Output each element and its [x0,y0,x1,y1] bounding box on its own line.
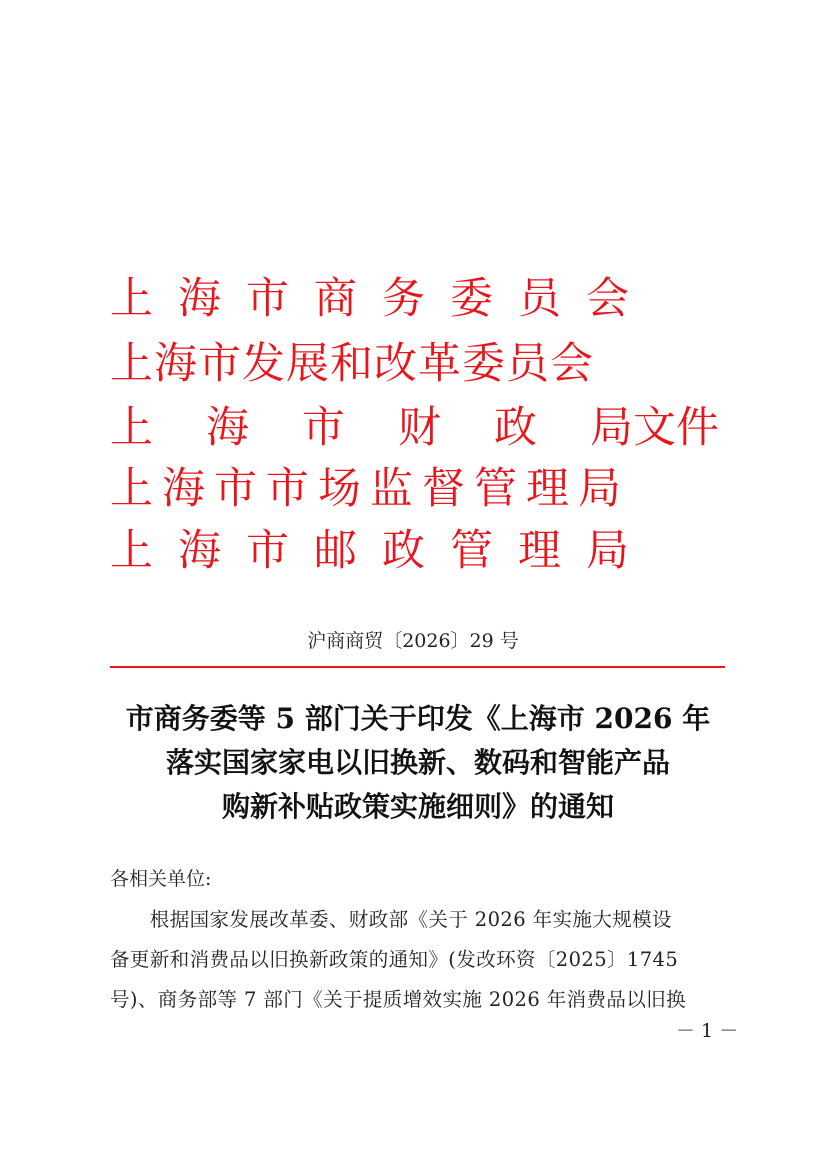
body-paragraph-line: 备更新和消费品以旧换新政策的通知》(发改环资〔2025〕1745 [110,948,679,971]
issuer-char: 管 [474,464,517,514]
document-number: 沪商商贸〔2026〕29 号 [307,630,519,652]
issuer-char: 财 [398,403,441,453]
issuer-char: 海 [178,274,221,324]
issuer-char: 员 [518,274,561,324]
issuer-char: 上 [110,526,153,576]
issuer-char: 市 [214,464,257,514]
salutation: 各相关单位: [110,868,212,890]
issuer-line-market-regulation [110,464,621,514]
issuer-char: 监 [370,464,413,514]
body-paragraph-line: 号)、商务部等 7 部门《关于提质增效实施 2026 年消费品以旧换 [110,988,687,1011]
issuer-text: 上海市发展和改革委员会 [110,339,594,389]
issuer-char: 上 [110,403,153,453]
issuer-char: 督 [422,464,465,514]
issuer-char: 上 [110,274,153,324]
title-line-2: 落实国家家电以旧换新、数码和智能产品 [165,746,670,779]
issuer-char: 委 [450,274,493,324]
issuer-char: 理 [526,464,569,514]
issuer-line-postal [110,526,629,576]
issuer-char: 商 [314,274,357,324]
issuer-char: 市 [266,464,309,514]
issuer-char: 政 [382,526,425,576]
issuer-char: 政 [494,403,537,453]
issuer-line-commerce [110,274,629,324]
issuer-char: 理 [518,526,561,576]
title-line-1: 市商务委等 5 部门关于印发《上海市 2026 年 [125,702,711,735]
body-paragraph-line: 根据国家发展改革委、财政部《关于 2026 年实施大规模设 [110,908,672,931]
page-number: － 1 － [676,1020,739,1042]
issuer-char: 市 [246,526,289,576]
red-separator-line [110,666,725,668]
issuer-char: 海 [206,403,249,453]
issuer-char: 会 [586,274,629,324]
issuer-char: 上 [110,464,153,514]
issuer-char: 市 [302,403,345,453]
issuer-char: 邮 [314,526,357,576]
issuer-char: 务 [382,274,425,324]
issuer-line-finance [110,403,719,453]
title-line-3: 购新补贴政策实施细则》的通知 [221,790,614,823]
issuer-line-development-reform [110,339,594,389]
issuer-char: 海 [178,526,221,576]
issuer-char: 市 [246,274,289,324]
issuer-char: 局 [578,464,621,514]
issuer-char: 管 [450,526,493,576]
issuer-char: 海 [162,464,205,514]
issuer-char: 局 [586,526,629,576]
issuer-char: 局文件 [590,403,719,453]
issuer-char: 场 [318,464,361,514]
